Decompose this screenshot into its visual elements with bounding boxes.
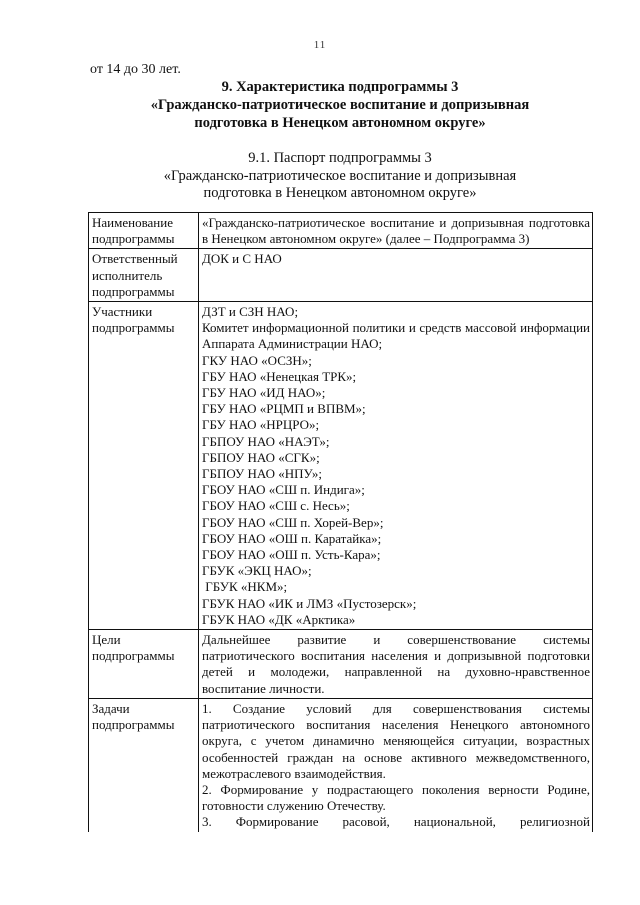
participants-label: Участники подпрограммы (89, 302, 199, 630)
passport-table (88, 212, 593, 832)
participant-item: ГБПОУ НАО «НАЭТ»; (202, 433, 330, 449)
table-row-tasks (89, 698, 593, 831)
participant-item: Комитет информационной политики и средств массовой информации Аппарата Администрации НАО; (202, 320, 590, 352)
participant-item: ГБУ НАО «РЦМП и ВПВМ»; (202, 401, 366, 417)
participant-item: ГБУ НАО «НРЦРО»; (202, 417, 320, 433)
passport-title-line-2: «Гражданско-патриотическое воспитание и допризывная (163, 167, 517, 184)
participant-item: ГБУ НАО «ИД НАО»; (202, 385, 326, 401)
participant-item: ГБУК НАО «ИК и ЛМЗ «Пустозерск»; (202, 595, 417, 611)
executor-label: Ответственный исполнитель подпрограммы (89, 249, 199, 302)
participant-item: ГБУК «ЭКЦ НАО»; (202, 563, 312, 579)
name-value: «Гражданско-патриотическое воспитание и допризывная подготовка в Ненецком автономном округе» (далее – Подпрограмма 3) (199, 213, 593, 249)
passport-title-line-3: подготовка в Ненецком автономном округе» (203, 185, 477, 201)
goals-label: Цели подпрограммы (89, 630, 199, 699)
table-row-name (89, 213, 593, 249)
task-item: 2. Формирование у подрастающего поколения верности Родине, готовности служению Отечеству. (202, 781, 590, 814)
section-title-line-2: «Гражданско-патриотическое воспитание и допризывная (150, 97, 530, 113)
tasks-label: Задачи подпрограммы (89, 698, 199, 831)
participant-item: ГБОУ НАО «СШ с. Несь»; (202, 498, 350, 514)
participant-item: ГБОУ НАО «СШ п. Хорей-Вер»; (202, 514, 384, 530)
passport-heading (90, 150, 590, 203)
participant-item: ГБПОУ НАО «НПУ»; (202, 466, 323, 482)
participant-item: ГБУК «НКМ»; (202, 579, 288, 595)
table-row-participants (89, 302, 593, 630)
participant-item: ГБУК НАО «ДК «Арктика» (202, 611, 356, 627)
name-label: Наименование подпрограммы (89, 213, 199, 249)
participant-item: ГБУ НАО «Ненецкая ТРК»; (202, 368, 357, 384)
participants-list (199, 302, 593, 630)
passport-title-line-1: 9.1. Паспорт подпрограммы 3 (248, 150, 432, 166)
intro-text: от 14 до 30 лет. (90, 62, 181, 77)
section-heading (90, 78, 590, 132)
participant-item: ДЗТ и СЗН НАО; (202, 304, 299, 320)
participant-item: ГБПОУ НАО «СГК»; (202, 449, 320, 465)
tasks-list (199, 698, 593, 831)
participant-item: ГБОУ НАО «ОШ п. Усть-Кара»; (202, 547, 381, 563)
participant-item: ГКУ НАО «ОСЗН»; (202, 352, 312, 368)
section-title-line-3: подготовка в Ненецком автономном округе» (194, 115, 486, 131)
table-row-goals (89, 630, 593, 699)
table-row-executor (89, 249, 593, 302)
goals-value: Дальнейшее развитие и совершенствование системы патриотического воспитания населения и допризывной подготовки детей и молодежи, направленной на духовно-нравственное воспитание личности. (199, 630, 593, 699)
participant-item: ГБОУ НАО «СШ п. Индига»; (202, 482, 365, 498)
executor-value: ДОК и С НАО (199, 249, 593, 302)
page-number: 11 (313, 39, 327, 51)
task-item: 3. Формирование расовой, национальной, религиозной (202, 814, 590, 830)
participant-item: ГБОУ НАО «ОШ п. Каратайка»; (202, 530, 382, 546)
section-title-line-1: 9. Характеристика подпрограммы 3 (221, 79, 459, 95)
task-item: 1. Создание условий для совершенствования системы патриотического воспитания населения Ненецкого автономного округа, с учетом динамично меняющейся ситуации, возрастных особенностей граждан на основе активного межведомственного, межотраслевого взаимодействия. (202, 700, 590, 781)
